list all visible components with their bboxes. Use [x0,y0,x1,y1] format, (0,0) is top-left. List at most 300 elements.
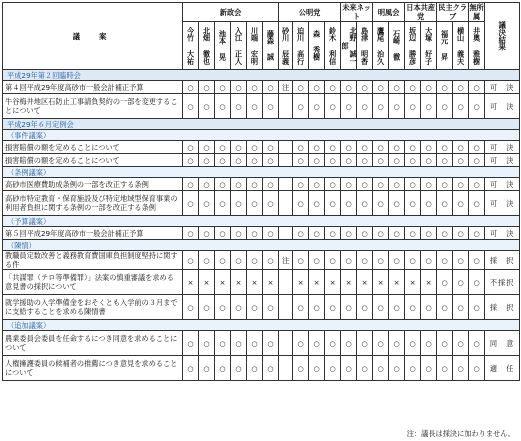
vote-cell: ○ [421,251,437,270]
member-header [421,22,437,70]
member-header [437,22,453,70]
agenda-item: 牛谷梅井地区石防止工事請負契約の一部を変更することについて [3,94,183,119]
result-cell: 可 決 [485,154,520,167]
vote-cell: ○ [421,295,437,320]
party-header: 公明党 [279,3,341,22]
chair-cell [279,154,293,167]
chair-cell [279,295,293,320]
vote-cell: ○ [341,331,357,356]
vote-cell: ○ [263,94,279,119]
agenda-item: 農業委員会委員を任命するにつき同意を求めることについて [3,331,183,356]
member-name: 入江 正人 [234,26,244,65]
vote-cell: ○ [263,356,279,381]
vote-cell: ○ [199,94,215,119]
vote-cell: ○ [309,94,325,119]
agenda-item: 高砂市特定教育・保育施設及び特定地域型保育事業の利用者負担に関する条例の一部を改正する条例 [3,191,183,216]
member-header [231,22,247,70]
vote-cell: ○ [389,331,405,356]
vote-cell: ○ [247,191,263,216]
vote-cell: ○ [405,94,421,119]
vote-cell: ○ [453,270,469,295]
chair-cell [279,270,293,295]
vote-cell: ○ [231,227,247,240]
vote-cell: ○ [389,251,405,270]
vote-cell: ○ [357,331,373,356]
vote-cell: ○ [389,154,405,167]
vote-cell: ○ [437,331,453,356]
vote-cell: ○ [263,141,279,154]
vote-cell: ○ [215,141,231,154]
vote-cell: ○ [357,94,373,119]
vote-cell: ○ [183,141,199,154]
member-name: 鷹尾 治久 [376,26,386,65]
vote-cell: ○ [263,81,279,94]
vote-cell: ○ [373,295,389,320]
member-header [215,22,231,70]
member-header [469,22,485,70]
vote-cell: ○ [325,178,341,191]
vote-cell: ○ [293,331,309,356]
member-name: 福元 昇 [440,30,450,61]
vote-cell: ○ [325,331,341,356]
agenda-item: 損害賠償の額を定めることについて [3,141,183,154]
vote-cell: ○ [183,227,199,240]
vote-cell: ○ [293,191,309,216]
vote-cell: ○ [247,356,263,381]
vote-cell: ○ [421,356,437,381]
vote-cell: × [199,270,215,295]
vote-cell: ○ [405,178,421,191]
vote-cell: ○ [373,356,389,381]
vote-cell: ○ [231,81,247,94]
vote-cell: ○ [325,295,341,320]
subsection-heading: （陳情） [3,240,520,251]
vote-cell: ○ [373,331,389,356]
vote-cell: × [309,270,325,295]
vote-cell: ○ [421,331,437,356]
vote-cell: ○ [231,141,247,154]
subsection-heading: （事件議案） [3,130,520,141]
vote-cell: ○ [453,154,469,167]
vote-cell: ○ [373,141,389,154]
vote-cell: ○ [293,251,309,270]
member-name: 石崎 徹 [392,30,402,61]
vote-cell: ○ [389,178,405,191]
subsection-heading: （条例議案） [3,167,520,178]
result-cell: 可 決 [485,141,520,154]
party-header: 新政会 [183,3,279,22]
agenda-item: 教職員定数改善と義務教育費国庫負担制度堅持に関する件 [3,251,183,270]
vote-cell: ○ [263,331,279,356]
vote-cell: ○ [199,331,215,356]
vote-cell: ○ [231,178,247,191]
vote-cell: ○ [263,154,279,167]
vote-cell: ○ [309,154,325,167]
member-name: 井奥 雅樹 [472,26,482,65]
chair-cell [279,94,293,119]
vote-cell: × [247,270,263,295]
vote-cell: ○ [247,141,263,154]
vote-cell: ○ [293,141,309,154]
vote-cell: ○ [421,94,437,119]
vote-cell: ○ [309,141,325,154]
party-header: 未来ネット [342,3,371,21]
chair-cell [279,178,293,191]
member-header [325,22,341,70]
chair-cell: 注 [279,81,293,94]
vote-cell: ○ [341,94,357,119]
vote-cell: ○ [263,178,279,191]
vote-cell: ○ [309,191,325,216]
vote-cell: ○ [215,154,231,167]
vote-table [2,2,520,381]
vote-cell: ○ [231,356,247,381]
chair-cell [279,227,293,240]
vote-cell: ○ [183,154,199,167]
vote-cell: × [263,270,279,295]
result-cell: 同 意 [485,331,520,356]
vote-cell: ○ [199,191,215,216]
vote-cell: ○ [405,227,421,240]
member-header [309,22,325,70]
vote-cell: × [341,270,357,295]
party-header: 無所属 [469,3,484,21]
vote-cell: ○ [231,154,247,167]
vote-cell: ○ [469,178,485,191]
vote-cell: ○ [325,356,341,381]
vote-cell: ○ [437,227,453,240]
vote-cell: ○ [341,178,357,191]
vote-cell: × [357,270,373,295]
member-name: 北畑 徹也 [202,26,212,65]
vote-cell: ○ [453,331,469,356]
member-header [373,22,389,70]
vote-cell: ○ [325,141,341,154]
agenda-item: 第５回平成29年度高砂市一般会計補正予算 [3,227,183,240]
vote-cell: ○ [199,295,215,320]
agenda-item: 就学援助の入学準備金をおそくとも入学前の３月までに支給することを求める陳情書 [3,295,183,320]
vote-cell: ○ [247,178,263,191]
vote-cell: ○ [357,227,373,240]
vote-cell: ○ [215,295,231,320]
vote-cell: ○ [357,251,373,270]
vote-cell: ○ [309,331,325,356]
vote-cell: × [405,270,421,295]
result-cell: 不採択 [485,270,520,295]
vote-cell: ○ [325,94,341,119]
vote-cell: ○ [453,356,469,381]
subsection-heading: （予算議案） [3,216,520,227]
vote-cell: ○ [373,191,389,216]
vote-cell: ○ [389,295,405,320]
member-header [199,22,215,70]
vote-cell: ○ [247,227,263,240]
vote-cell: ○ [373,94,389,119]
vote-cell: ○ [469,270,485,295]
vote-cell: × [421,270,437,295]
chair-cell [279,356,293,381]
member-name: 砂川 辰義 [281,26,291,65]
subsection-heading: （追加議案） [3,320,520,331]
vote-cell: ○ [357,81,373,94]
vote-cell: ○ [263,227,279,240]
vote-cell: ○ [421,141,437,154]
vote-cell: ○ [231,251,247,270]
vote-cell: ○ [389,94,405,119]
vote-cell: ○ [453,191,469,216]
vote-cell: ○ [215,251,231,270]
vote-cell: ○ [453,141,469,154]
vote-cell: ○ [469,154,485,167]
vote-cell: ○ [263,295,279,320]
vote-cell: ○ [421,81,437,94]
vote-cell: ○ [293,94,309,119]
vote-cell: ○ [437,141,453,154]
chair-cell [279,331,293,356]
member-header [357,22,373,70]
vote-cell: ○ [453,81,469,94]
vote-cell: ○ [231,295,247,320]
vote-cell: ○ [215,94,231,119]
vote-cell: ○ [341,141,357,154]
member-header [453,22,469,70]
vote-cell: ○ [199,251,215,270]
vote-cell: ○ [405,356,421,381]
vote-cell: ○ [325,81,341,94]
vote-cell: ○ [469,356,485,381]
vote-cell: ○ [373,227,389,240]
vote-cell: × [215,270,231,295]
result-cell: 採 択 [485,251,520,270]
vote-cell: ○ [293,295,309,320]
vote-cell: ○ [341,191,357,216]
vote-cell: ○ [293,154,309,167]
member-header [183,22,199,70]
member-name: 鈴木 利信 [328,26,338,65]
vote-cell: ○ [453,94,469,119]
vote-cell: ○ [421,178,437,191]
result-cell: 可 決 [485,94,520,119]
agenda-item: 人権擁護委員の候補者の推薦につき意見を求めることについて [3,356,183,381]
member-header [341,22,357,70]
party-header: 日本共産党 [406,3,436,21]
vote-cell: ○ [293,178,309,191]
vote-cell: ○ [469,251,485,270]
vote-cell: ○ [247,331,263,356]
vote-cell: ○ [247,251,263,270]
vote-cell: ○ [183,178,199,191]
vote-cell: ○ [437,191,453,216]
vote-cell: ○ [247,81,263,94]
vote-cell: ○ [421,191,437,216]
section-heading: 平成29年６月定例会 [3,119,520,130]
vote-cell: ○ [247,94,263,119]
vote-cell: ○ [469,141,485,154]
vote-cell: ○ [405,251,421,270]
chair-cell [279,191,293,216]
vote-cell: ○ [309,251,325,270]
vote-cell: ○ [183,356,199,381]
vote-cell: ○ [357,154,373,167]
vote-cell: × [373,270,389,295]
agenda-item: 高砂市医療費助成条例の一部を改正する条例 [3,178,183,191]
vote-cell: ○ [373,178,389,191]
member-header [263,22,279,70]
vote-cell: ○ [469,191,485,216]
vote-cell: ○ [405,331,421,356]
vote-cell: ○ [183,81,199,94]
vote-cell: ○ [373,251,389,270]
vote-cell: ○ [215,81,231,94]
vote-cell: ○ [437,356,453,381]
vote-cell: ○ [389,227,405,240]
vote-cell: ○ [293,356,309,381]
agenda-item: 第４回平成29年度高砂市一般会計補正予算 [3,81,183,94]
vote-cell: ○ [405,141,421,154]
vote-cell: ○ [469,94,485,119]
vote-cell: ○ [405,154,421,167]
vote-cell: × [325,270,341,295]
vote-cell: ○ [405,295,421,320]
vote-cell: ○ [453,227,469,240]
member-header [279,22,293,70]
vote-cell: ○ [437,154,453,167]
vote-cell: ○ [421,227,437,240]
vote-cell: ○ [405,81,421,94]
vote-cell: ○ [309,81,325,94]
vote-cell: ○ [389,141,405,154]
agenda-header: 議 案 [3,3,183,70]
vote-cell: ○ [469,227,485,240]
vote-cell: ○ [357,141,373,154]
vote-cell: ○ [373,154,389,167]
member-name: 池本 晃 [218,30,228,61]
footnote: 注：議長は採決に加わりません。 [406,429,515,438]
vote-cell: ○ [373,81,389,94]
vote-cell: × [183,270,199,295]
vote-cell: × [231,270,247,295]
vote-cell: ○ [293,81,309,94]
vote-cell: ○ [309,227,325,240]
vote-cell: ○ [309,178,325,191]
vote-cell: ○ [341,81,357,94]
member-name: 川端 宏明 [250,26,260,65]
section-heading: 平成29年第２回臨時会 [3,70,520,81]
vote-cell: ○ [325,191,341,216]
vote-cell: ○ [215,178,231,191]
vote-cell: ○ [215,191,231,216]
result-cell: 適 任 [485,356,520,381]
member-name: 迫川 高行 [296,26,306,65]
vote-cell: ○ [469,331,485,356]
vote-cell: ○ [437,94,453,119]
vote-cell: ○ [199,178,215,191]
member-name: 坂辺 勝彦 [408,26,418,65]
vote-cell: ○ [421,154,437,167]
member-header [389,22,405,70]
result-cell: 採 択 [485,295,520,320]
vote-cell: ○ [341,154,357,167]
result-cell: 可 決 [485,81,520,94]
vote-cell: ○ [263,191,279,216]
member-header [247,22,263,70]
vote-cell: ○ [341,251,357,270]
member-name: 藤森 誠 [266,30,276,61]
vote-cell: ○ [357,178,373,191]
vote-cell: ○ [357,356,373,381]
member-header [405,22,421,70]
member-header [293,22,309,70]
agenda-item: 損害賠償の額を定めることについて [3,154,183,167]
vote-cell: ○ [309,295,325,320]
vote-cell: ○ [183,191,199,216]
vote-cell: ○ [325,251,341,270]
result-cell: 可 決 [485,178,520,191]
vote-cell: ○ [357,295,373,320]
vote-cell: ○ [341,227,357,240]
vote-cell: ○ [389,81,405,94]
member-name: 森 秀樹 [312,30,322,61]
vote-cell: ○ [247,154,263,167]
agenda-item: 「共謀罪（テロ等準備罪）」法案の慎重審議を求める意見書の採択について [3,270,183,295]
vote-cell: × [389,270,405,295]
vote-cell: ○ [247,295,263,320]
vote-cell: ○ [469,81,485,94]
vote-cell: × [293,270,309,295]
vote-cell: ○ [231,331,247,356]
party-header: 民主クラブ [438,3,468,21]
vote-cell: ○ [341,295,357,320]
member-name: 今竹 大祐 [186,26,196,65]
vote-cell: ○ [389,191,405,216]
vote-cell: ○ [183,94,199,119]
vote-cell: ○ [469,295,485,320]
vote-cell: ○ [325,227,341,240]
party-header: 明風会 [373,3,405,22]
vote-cell: ○ [453,295,469,320]
chair-cell: 注 [279,251,293,270]
chair-cell [279,141,293,154]
vote-cell: ○ [293,227,309,240]
vote-cell: ○ [405,191,421,216]
vote-cell: ○ [183,331,199,356]
vote-cell: ○ [437,295,453,320]
vote-cell: ○ [199,141,215,154]
member-name: 北野 誠一郎 [341,26,359,65]
vote-cell: ○ [341,356,357,381]
vote-cell: ○ [309,356,325,381]
vote-cell: ○ [389,356,405,381]
vote-cell: ○ [231,191,247,216]
result-cell: 可 決 [485,227,520,240]
vote-cell: ○ [357,191,373,216]
vote-cell: ○ [215,227,231,240]
vote-cell: ○ [437,251,453,270]
result-header [485,3,520,70]
vote-cell: ○ [215,356,231,381]
member-name: 島津 明香 [360,26,370,65]
vote-cell: ○ [183,251,199,270]
vote-cell: ○ [263,251,279,270]
vote-cell: ○ [199,154,215,167]
vote-cell: ○ [437,270,453,295]
member-name: 大塚 好子 [424,26,434,65]
result-cell: 可 決 [485,191,520,216]
vote-cell: ○ [437,178,453,191]
vote-cell: ○ [453,251,469,270]
vote-cell: ○ [215,331,231,356]
vote-cell: ○ [199,356,215,381]
